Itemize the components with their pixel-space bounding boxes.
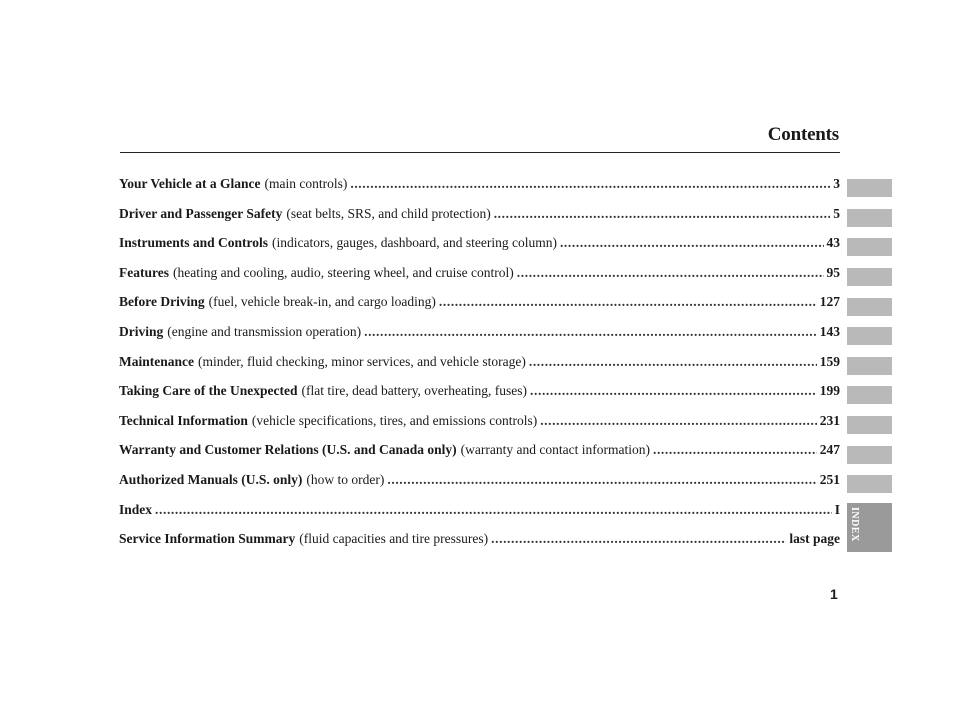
toc-entry-description: (flat tire, dead battery, overheating, fuses) (301, 383, 528, 399)
toc-entry-description: (seat belts, SRS, and child protection) (286, 205, 491, 221)
toc-entry-instruments-controls[interactable] (119, 235, 840, 265)
toc-entry-index[interactable] (119, 502, 840, 532)
dot-leader (439, 294, 817, 310)
title-divider (120, 152, 840, 153)
toc-entry-description: (warranty and contact information) (460, 442, 650, 458)
toc-entry-page: 143 (819, 323, 840, 339)
section-tab-driver-passenger-safety[interactable] (847, 209, 892, 227)
toc-entry-description: (main controls) (264, 176, 348, 191)
section-tab-driving[interactable] (847, 327, 892, 345)
dot-leader (540, 413, 817, 429)
dot-leader (530, 383, 817, 399)
toc-entry-vehicle-at-a-glance[interactable] (119, 176, 840, 206)
toc-entry-title: Warranty and Customer Relations (U.S. and Canada only) (119, 442, 457, 458)
toc-entry-title: Your Vehicle at a Glance (119, 176, 261, 191)
toc-entry-warranty[interactable] (119, 442, 840, 472)
toc-entry-features[interactable] (119, 265, 840, 295)
toc-entry-description: (vehicle specifications, tires, and emissions controls) (251, 412, 538, 428)
toc-entry-title: Index (119, 501, 153, 517)
toc-entry-unexpected[interactable] (119, 383, 840, 413)
section-tab-unexpected[interactable] (847, 386, 892, 404)
toc-entry-driving[interactable] (119, 324, 840, 354)
section-tab-instruments-controls[interactable] (847, 238, 892, 256)
section-tab-features[interactable] (847, 268, 892, 286)
section-tab-authorized-manuals[interactable] (847, 475, 892, 493)
toc-entry-title: Instruments and Controls (119, 235, 269, 251)
section-tab-technical-information[interactable] (847, 416, 892, 434)
toc-entry-description: (minder, fluid checking, minor services, and vehicle storage) (198, 353, 526, 369)
section-tab-vehicle-at-a-glance[interactable] (847, 179, 892, 197)
dot-leader (560, 235, 824, 251)
dot-leader (494, 206, 831, 222)
toc-entry-page: 95 (826, 264, 840, 280)
toc-entry-description: (fuel, vehicle break-in, and cargo loading) (208, 294, 436, 310)
toc-entry-page: 199 (819, 383, 840, 399)
toc-entry-page: 43 (826, 235, 840, 251)
toc-entry-description: (how to order) (306, 471, 385, 487)
toc-entry-page: 127 (819, 294, 840, 310)
toc-entry-page: 3 (833, 176, 840, 191)
toc-entry-page: 159 (819, 353, 840, 369)
toc-entry-driver-passenger-safety[interactable] (119, 206, 840, 236)
toc-entry-page: 247 (819, 442, 840, 458)
toc-entry-authorized-manuals[interactable] (119, 472, 840, 502)
page-number: 1 (830, 586, 838, 602)
toc-entry-description: (indicators, gauges, dashboard, and steering column) (272, 235, 557, 251)
section-tab-index[interactable] (847, 503, 892, 552)
toc-entry-before-driving[interactable] (119, 294, 840, 324)
toc-entry-technical-information[interactable] (119, 413, 840, 443)
dot-leader (517, 265, 824, 281)
toc-entry-page: 251 (819, 471, 840, 487)
dot-leader (653, 442, 817, 458)
toc-entry-title: Taking Care of the Unexpected (119, 383, 298, 399)
toc-entry-service-information-summary[interactable] (119, 531, 840, 561)
toc-entry-title: Service Information Summary (119, 531, 296, 547)
toc-entry-description: (fluid capacities and tire pressures) (299, 531, 489, 547)
toc-entry-title: Driver and Passenger Safety (119, 205, 283, 221)
toc-entry-page: 5 (833, 205, 840, 221)
page-title: Contents (767, 124, 839, 145)
dot-leader (350, 176, 830, 192)
toc-entry-description: (heating and cooling, audio, steering wheel, and cruise control) (173, 264, 514, 280)
index-tab-label: INDEX (849, 507, 860, 542)
toc-entry-title: Authorized Manuals (U.S. only) (119, 471, 303, 487)
dot-leader (491, 531, 786, 547)
toc-entry-description: (engine and transmission operation) (167, 323, 362, 339)
toc-entry-title: Driving (119, 323, 164, 339)
toc-entry-title: Technical Information (119, 412, 248, 428)
dot-leader (387, 472, 816, 488)
section-tab-before-driving[interactable] (847, 298, 892, 316)
toc-entry-page: last page (789, 531, 840, 547)
table-of-contents (119, 176, 840, 561)
toc-entry-maintenance[interactable] (119, 354, 840, 384)
toc-entry-page: I (834, 501, 840, 517)
toc-entry-title: Before Driving (119, 294, 205, 310)
toc-entry-title: Maintenance (119, 353, 194, 369)
dot-leader (155, 502, 832, 518)
toc-entry-page: 231 (819, 412, 840, 428)
section-tab-warranty[interactable] (847, 446, 892, 464)
section-tab-maintenance[interactable] (847, 357, 892, 375)
dot-leader (364, 324, 817, 340)
toc-entry-title: Features (119, 264, 169, 280)
dot-leader (529, 354, 817, 370)
